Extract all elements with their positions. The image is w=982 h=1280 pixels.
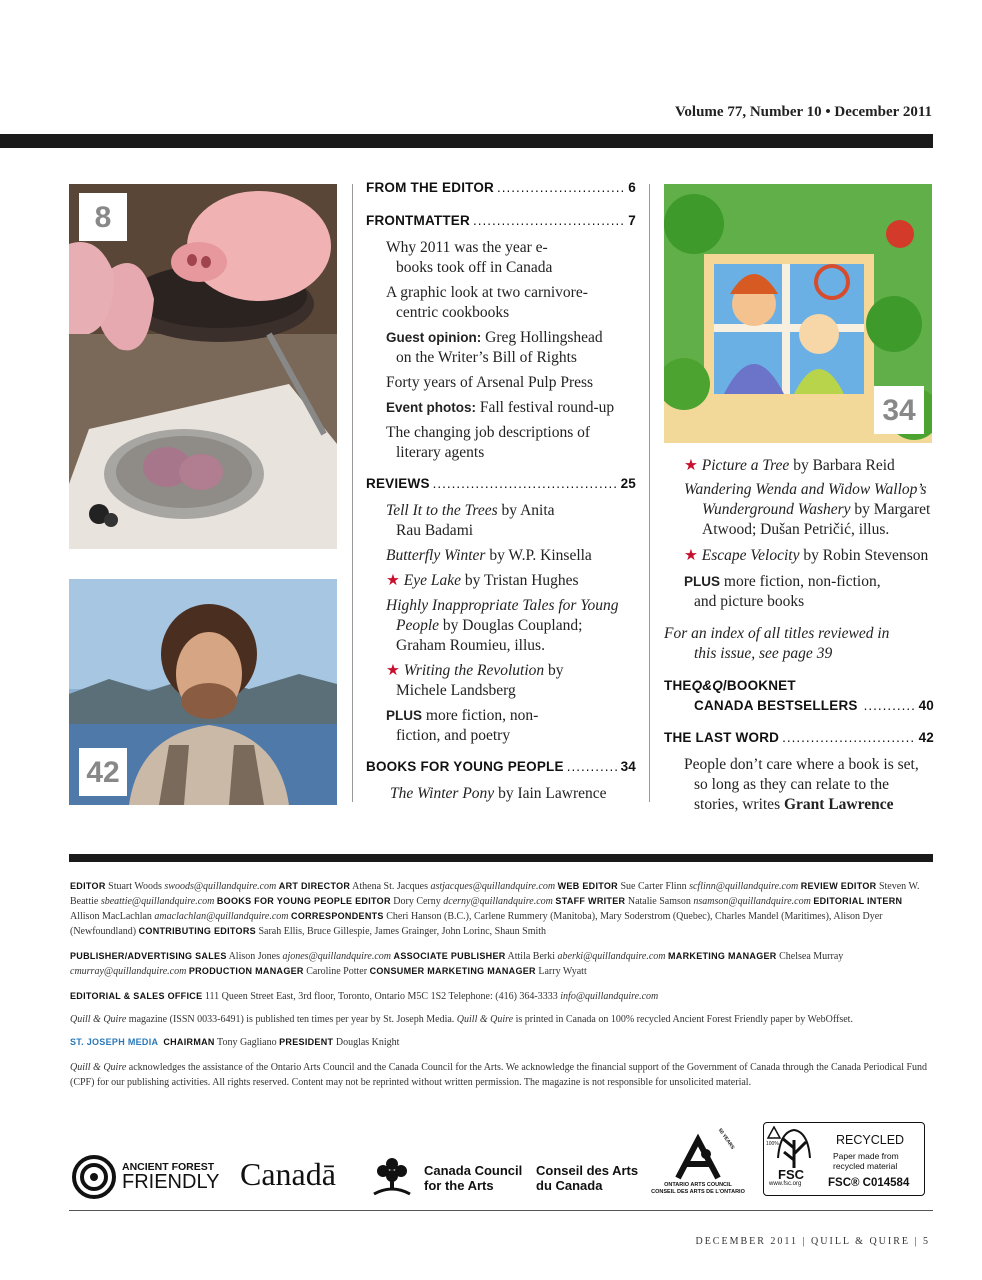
masthead-acknowledgement: Quill & Quire acknowledges the assistance of the Ontario Arts Council and the Canada Council for the Arts. We acknowledge the financial support of the Government of Canada through the Canada Periodical Fund (CPF) for our publishing activities. All rights reserved. Content may not be reprinted without written permission. The magazine is not responsible for unsolicited material. <box>70 1062 928 1088</box>
oac-years: 50 YEARS <box>716 1127 736 1151</box>
masthead-person: Natalie Samson <box>625 896 694 907</box>
toc-item[interactable]: A graphic look at two carnivore-centric cookbooks <box>386 284 588 321</box>
picture-a-tree-art <box>664 184 932 443</box>
fsc-percent: 100% <box>766 1141 779 1147</box>
toc-reviews[interactable]: REVIEWS ..... 25 <box>366 476 636 496</box>
masthead-entry <box>189 966 367 977</box>
masthead-role: PRODUCTION MANAGER <box>188 966 304 976</box>
conseil-des-arts-text: Conseil des Arts du Canada <box>536 1163 639 1193</box>
masthead-role: WEB EDITOR <box>557 881 618 891</box>
masthead-entry <box>370 966 587 977</box>
toc-item[interactable]: Guest opinion: Greg Hollingshead on the Writer’s Bill of Rights <box>386 329 603 366</box>
review-item[interactable]: PLUS more fiction, non-fiction, and poetry <box>386 707 539 744</box>
masthead-role: PUBLISHER/ADVERTISING SALES <box>70 951 227 961</box>
toc-middle-column <box>366 180 636 804</box>
masthead-entry <box>558 881 799 892</box>
toc-item[interactable]: Forty years of Arsenal Pulp Press <box>386 374 594 391</box>
masthead-role: REVIEW EDITOR <box>800 881 877 891</box>
toc-bestsellers[interactable]: THE Q&Q /BOOKNET CANADA BESTSELLERS ..... 40 <box>664 678 934 718</box>
toc-right-column <box>664 456 934 815</box>
young-item[interactable]: ★ Picture a Tree by Barbara Reid <box>684 457 895 474</box>
masthead-entry <box>555 896 810 907</box>
masthead-role: MARKETING MANAGER <box>668 951 777 961</box>
footer-rule <box>69 1210 933 1211</box>
masthead-issn: Quill & Quire magazine (ISSN 0033-6491) is published ten times per year by St. Joseph Media. Quill & Quire is printed in Canada on 100% recycled Ancient Forest Friendly paper by WebOffset. <box>70 1014 853 1025</box>
man-photo-page-badge: 42 <box>79 748 127 796</box>
masthead-role: BOOKS FOR YOUNG PEOPLE EDITOR <box>216 896 391 906</box>
star-icon: ★ <box>684 457 698 474</box>
star-icon: ★ <box>386 572 400 589</box>
masthead-email[interactable]: ajones@quillandquire.com <box>282 951 392 962</box>
ancient-forest-friendly-logo <box>72 1155 232 1199</box>
masthead-entry <box>217 896 553 907</box>
pig-photo <box>69 184 337 549</box>
masthead-role: EDITORIAL INTERN <box>813 896 903 906</box>
aff-line2: FRIENDLY <box>122 1171 220 1193</box>
young-item[interactable]: The Winter Pony by Iain Lawrence <box>390 785 607 802</box>
issue-info: Volume 77, Number 10 • December 2011 <box>674 104 932 120</box>
masthead-person: Cheri Hanson (B.C.), Carlene Rummery (Manitoba), Mary Soderstrom (Quebec), Charles Mandel (Maritimes), Alison Dyer (Newfoundland) <box>70 911 883 937</box>
toc-item[interactable]: The changing job descriptions of literary agents <box>386 424 591 461</box>
masthead-person: Alison Jones <box>226 951 283 962</box>
masthead-person: Caroline Potter <box>303 966 368 977</box>
masthead-entry <box>70 881 276 892</box>
column-rule-right <box>649 184 650 802</box>
masthead-person: Allison MacLachlan <box>70 911 155 922</box>
masthead-person: Athena St. Jacques <box>350 881 431 892</box>
masthead-person: Steven W. Beattie <box>70 881 920 907</box>
young-item[interactable]: PLUS more fiction, non-fiction, and picture books <box>684 573 881 610</box>
masthead-stjoseph: ST. JOSEPH MEDIA CHAIRMAN Tony Gagliano PRESIDENT Douglas Knight <box>70 1037 400 1048</box>
masthead-email[interactable]: swoods@quillandquire.com <box>164 881 277 892</box>
review-item[interactable]: ★ Writing the Revolution by Michele Landsberg <box>386 662 564 699</box>
toc-books-for-young-people[interactable]: BOOKS FOR YOUNG PEOPLE ..... 34 <box>366 759 636 779</box>
toc-from-the-editor[interactable]: FROM THE EDITOR ..... 6 <box>366 180 636 200</box>
young-item[interactable]: ★ Escape Velocity by Robin Stevenson <box>684 547 929 564</box>
masthead-person: Larry Wyatt <box>535 966 587 977</box>
masthead-publishing <box>70 949 932 979</box>
review-item[interactable]: Tell It to the Trees by Anita Rau Badami <box>386 502 555 539</box>
masthead-role: CORRESPONDENTS <box>291 911 384 921</box>
masthead-role: ART DIRECTOR <box>278 881 351 891</box>
art-page-badge: 34 <box>874 386 924 434</box>
oac-text: ONTARIO ARTS COUNCIL CONSEIL DES ARTS DE L’ONTARIO <box>651 1182 745 1195</box>
canada-council-tree-icon <box>372 1156 412 1196</box>
top-rule <box>0 134 933 148</box>
masthead-person: Dory Cerny <box>390 896 444 907</box>
masthead-email[interactable]: aberki@quillandquire.com <box>557 951 666 962</box>
fsc-web: www.fsc.org <box>769 1181 802 1187</box>
masthead-email[interactable]: amaclachlan@quillandquire.com <box>154 911 289 922</box>
masthead-rule <box>69 854 933 862</box>
masthead-entry <box>394 951 666 962</box>
index-note: For an index of all titles reviewed in this issue, see page 39 <box>664 625 890 662</box>
masthead-role: CONTRIBUTING EDITORS <box>138 926 256 936</box>
canada-council-text: Canada Council for the Arts <box>424 1163 523 1193</box>
masthead-entry <box>70 951 391 962</box>
young-item[interactable]: Wandering Wenda and Widow Wallop’s Wunderground Washery by Margaret Atwood; Dušan Petričić, illus. <box>684 481 931 538</box>
masthead-person: Stuart Woods <box>105 881 165 892</box>
star-icon: ★ <box>684 547 698 564</box>
swirl-icon <box>72 1155 116 1199</box>
masthead-email[interactable]: cmurray@quillandquire.com <box>70 966 187 977</box>
fsc-tree-icon <box>774 1128 814 1170</box>
masthead-person: Sarah Ellis, Bruce Gillespie, James Grainger, John Lorinc, Shaun Smith <box>255 926 547 937</box>
toc-last-word[interactable]: THE LAST WORD ..... 42 <box>664 730 934 750</box>
aff-line1: ANCIENT FOREST <box>122 1161 215 1173</box>
masthead-email[interactable]: nsamson@quillandquire.com <box>693 896 811 907</box>
review-item[interactable]: ★ Eye Lake by Tristan Hughes <box>386 572 579 589</box>
review-item[interactable]: Butterfly Winter by W.P. Kinsella <box>386 547 592 564</box>
toc-item[interactable]: Event photos: Fall festival round-up <box>386 399 615 416</box>
last-word-desc: People don’t care where a book is set, so long as they can relate to the stories, writes Grant Lawrence <box>684 756 919 813</box>
masthead-person: Attila Berki <box>505 951 558 962</box>
toc-frontmatter[interactable]: FRONTMATTER ..... 7 <box>366 213 636 233</box>
fsc-recycled-logo <box>763 1122 925 1196</box>
star-icon: ★ <box>386 662 400 679</box>
oac-a-icon <box>672 1134 724 1180</box>
masthead <box>70 879 932 1090</box>
masthead-role: CONSUMER MARKETING MANAGER <box>369 966 536 976</box>
masthead-role: EDITOR <box>70 881 106 891</box>
review-item[interactable]: Highly Inappropriate Tales for Young People by Douglas Coupland; Graham Roumieu, illus. <box>386 597 619 654</box>
masthead-email[interactable]: sbeattie@quillandquire.com <box>100 896 215 907</box>
pig-photo-page-badge: 8 <box>79 193 127 241</box>
fsc-mark: FSC <box>778 1167 804 1182</box>
fsc-code: FSC® C014584 <box>828 1177 910 1189</box>
masthead-role: STAFF WRITER <box>555 896 626 906</box>
masthead-staff <box>70 879 932 939</box>
masthead-role: ASSOCIATE PUBLISHER <box>393 951 506 961</box>
masthead-email[interactable]: dcerny@quillandquire.com <box>443 896 553 907</box>
masthead-person: Sue Carter Flinn <box>617 881 690 892</box>
fsc-paper-text: Paper made from recycled material <box>833 1151 899 1171</box>
masthead-email[interactable]: astjacques@quillandquire.com <box>430 881 556 892</box>
masthead-email[interactable]: scflinn@quillandquire.com <box>689 881 799 892</box>
masthead-entry <box>279 881 555 892</box>
masthead-office: EDITORIAL & SALES OFFICE 111 Queen Street East, 3rd floor, Toronto, Ontario M5C 1S2 Telephone: (416) 364-3333 info@quillandquire.com <box>70 991 659 1002</box>
fsc-recycled-label: RECYCLED <box>836 1133 905 1147</box>
canada-wordmark: Canadā <box>240 1156 336 1192</box>
column-rule-left <box>352 184 353 802</box>
folio: DECEMBER 2011 | QUILL & QUIRE | 5 <box>695 1236 930 1247</box>
man-photo <box>69 579 337 805</box>
masthead-person: Chelsea Murray <box>776 951 844 962</box>
toc-item[interactable]: Why 2011 was the year e-books took off in Canada <box>386 239 553 276</box>
ontario-arts-council-logo <box>648 1127 748 1196</box>
